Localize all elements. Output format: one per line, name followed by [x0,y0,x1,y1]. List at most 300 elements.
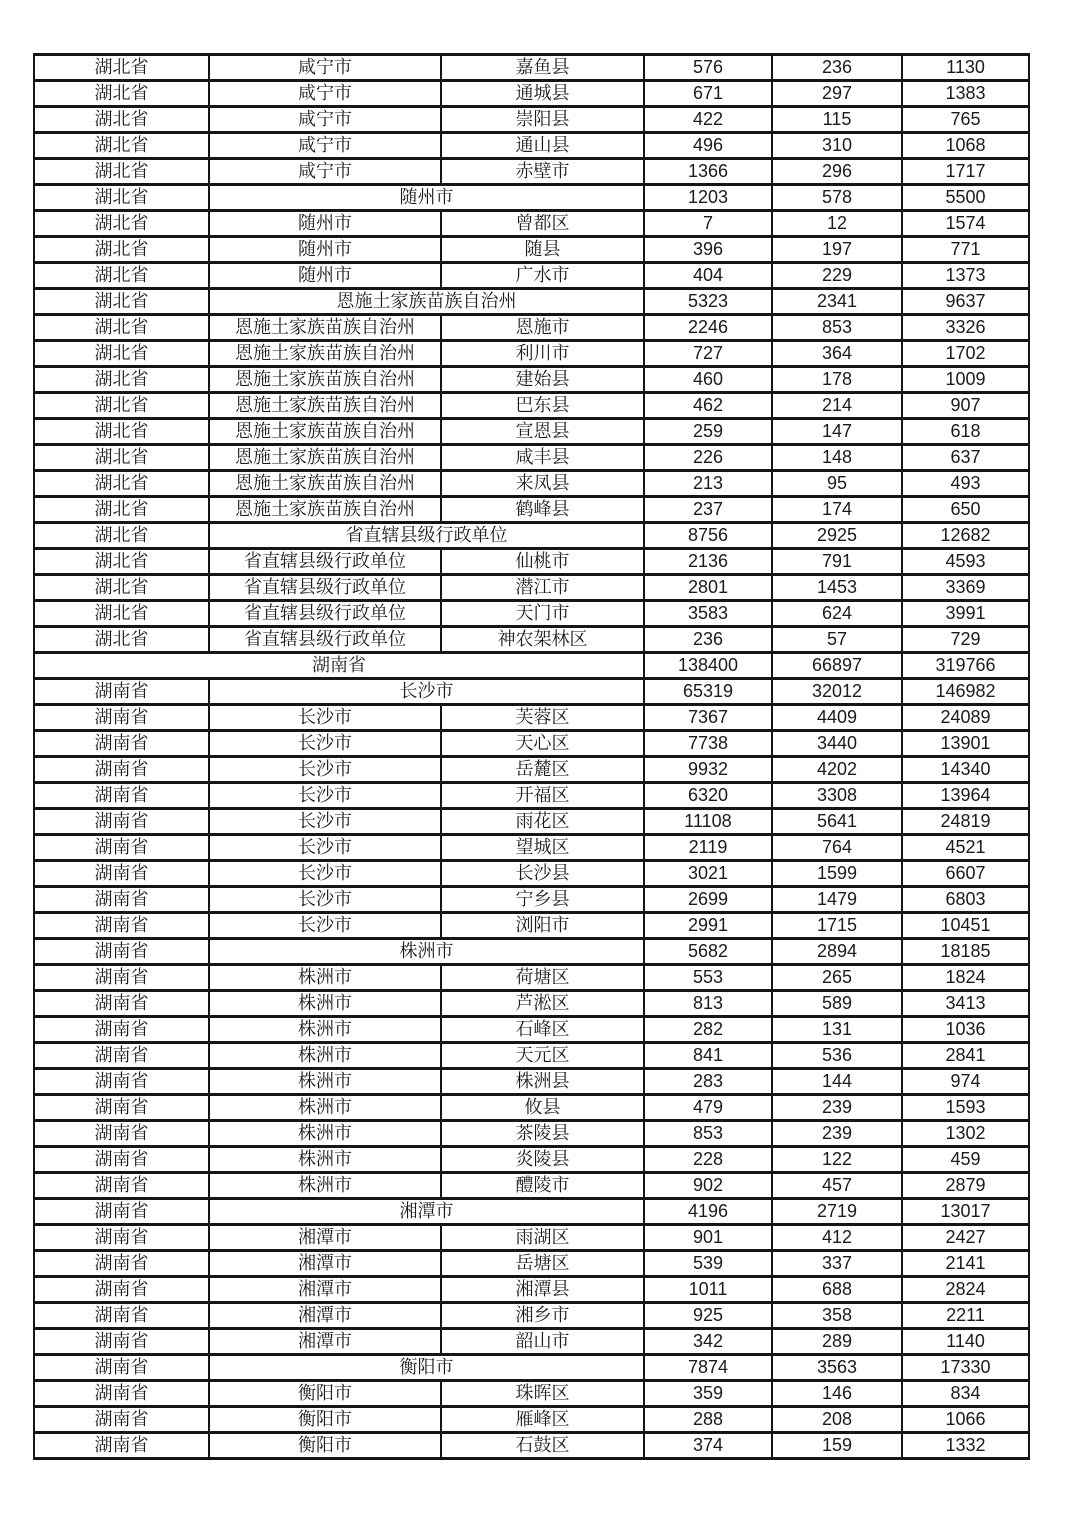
table-row [34,1381,1029,1407]
table-cell-value: 1702 [902,341,1029,367]
table-cell-region: 神农架林区 [441,627,644,653]
table-row [34,263,1029,289]
table-cell-region: 湖北省 [34,341,209,367]
table-cell-value: 197 [772,237,902,263]
table-cell-region: 湘潭市 [209,1277,441,1303]
table-cell-value: 214 [772,393,902,419]
table-cell-value: 4409 [772,705,902,731]
table-row [34,1043,1029,1069]
table-cell-value: 2841 [902,1043,1029,1069]
table-row [34,757,1029,783]
table-cell-region: 长沙市 [209,913,441,939]
table-cell-value: 536 [772,1043,902,1069]
table-cell-value: 6803 [902,887,1029,913]
table-cell-value: 618 [902,419,1029,445]
table-cell-region: 咸宁市 [209,133,441,159]
table-cell-region: 随州市 [209,185,644,211]
table-cell-value: 319766 [902,653,1029,679]
table-cell-region: 湖南省 [34,861,209,887]
table-cell-region: 石峰区 [441,1017,644,1043]
table-cell-region: 随州市 [209,211,441,237]
table-cell-value: 342 [644,1329,772,1355]
table-cell-value: 4593 [902,549,1029,575]
table-cell-value: 18185 [902,939,1029,965]
table-cell-region: 湖南省 [34,1121,209,1147]
table-cell-region: 宁乡县 [441,887,644,913]
table-cell-value: 7874 [644,1355,772,1381]
table-cell-region: 株洲市 [209,1043,441,1069]
table-cell-value: 5682 [644,939,772,965]
table-cell-region: 荷塘区 [441,965,644,991]
table-cell-value: 637 [902,445,1029,471]
table-cell-region: 雨湖区 [441,1225,644,1251]
table-cell-region: 湖南省 [34,1017,209,1043]
table-cell-value: 853 [644,1121,772,1147]
table-cell-region: 攸县 [441,1095,644,1121]
table-cell-region: 湖北省 [34,107,209,133]
table-cell-value: 496 [644,133,772,159]
table-cell-region: 随县 [441,237,644,263]
table-cell-value: 7 [644,211,772,237]
table-row [34,497,1029,523]
table-row [34,1407,1029,1433]
table-cell-value: 1479 [772,887,902,913]
table-cell-value: 12 [772,211,902,237]
table-cell-value: 771 [902,237,1029,263]
table-cell-value: 1036 [902,1017,1029,1043]
table-cell-region: 衡阳市 [209,1355,644,1381]
table-cell-value: 5323 [644,289,772,315]
table-cell-region: 省直辖县级行政单位 [209,523,644,549]
table-cell-value: 404 [644,263,772,289]
table-cell-region: 湖南省 [34,783,209,809]
table-cell-value: 288 [644,1407,772,1433]
table-cell-region: 恩施土家族苗族自治州 [209,419,441,445]
table-cell-region: 湖北省 [34,393,209,419]
table-cell-region: 仙桃市 [441,549,644,575]
table-cell-value: 174 [772,497,902,523]
table-cell-region: 建始县 [441,367,644,393]
table-cell-value: 2824 [902,1277,1029,1303]
table-cell-value: 4196 [644,1199,772,1225]
table-cell-region: 湘乡市 [441,1303,644,1329]
table-cell-value: 115 [772,107,902,133]
table-cell-region: 韶山市 [441,1329,644,1355]
table-cell-value: 1140 [902,1329,1029,1355]
table-cell-value: 1068 [902,133,1029,159]
table-cell-value: 7738 [644,731,772,757]
table-cell-region: 恩施土家族苗族自治州 [209,315,441,341]
table-cell-region: 广水市 [441,263,644,289]
table-cell-region: 恩施土家族苗族自治州 [209,445,441,471]
table-cell-value: 2136 [644,549,772,575]
table-cell-region: 湖北省 [34,263,209,289]
table-cell-value: 462 [644,393,772,419]
table-cell-value: 6320 [644,783,772,809]
table-cell-value: 66897 [772,653,902,679]
table-cell-value: 7367 [644,705,772,731]
table-cell-region: 湖南省 [34,757,209,783]
table-cell-value: 148 [772,445,902,471]
table-cell-region: 湖北省 [34,575,209,601]
table-cell-region: 湖南省 [34,1199,209,1225]
table-cell-value: 237 [644,497,772,523]
table-cell-region: 湖北省 [34,81,209,107]
table-cell-region: 恩施市 [441,315,644,341]
table-cell-region: 巴东县 [441,393,644,419]
table-row [34,211,1029,237]
table-cell-value: 283 [644,1069,772,1095]
table-cell-value: 457 [772,1173,902,1199]
table-cell-region: 湖北省 [34,55,209,81]
table-cell-region: 株洲市 [209,1017,441,1043]
table-cell-value: 236 [644,627,772,653]
table-cell-region: 湖北省 [34,289,209,315]
table-cell-region: 湘潭市 [209,1303,441,1329]
table-cell-region: 湖南省 [34,1407,209,1433]
table-cell-value: 4521 [902,835,1029,861]
table-cell-region: 衡阳市 [209,1381,441,1407]
table-row [34,289,1029,315]
table-cell-value: 229 [772,263,902,289]
table-cell-value: 479 [644,1095,772,1121]
table-cell-value: 3413 [902,991,1029,1017]
table-cell-value: 2894 [772,939,902,965]
table-cell-value: 32012 [772,679,902,705]
table-row [34,1095,1029,1121]
table-row [34,1433,1029,1459]
table-cell-value: 289 [772,1329,902,1355]
table-cell-region: 天门市 [441,601,644,627]
table-cell-value: 3991 [902,601,1029,627]
table-cell-value: 5500 [902,185,1029,211]
table-cell-region: 省直辖县级行政单位 [209,627,441,653]
table-cell-value: 396 [644,237,772,263]
table-row [34,575,1029,601]
admin-divisions-table [33,53,1030,1460]
table-cell-region: 湖南省 [34,1251,209,1277]
table-cell-value: 1717 [902,159,1029,185]
table-cell-region: 咸宁市 [209,159,441,185]
table-cell-region: 芙蓉区 [441,705,644,731]
table-cell-value: 3440 [772,731,902,757]
table-cell-region: 湖南省 [34,1043,209,1069]
table-row [34,445,1029,471]
table-cell-value: 228 [644,1147,772,1173]
table-cell-region: 炎陵县 [441,1147,644,1173]
table-cell-value: 213 [644,471,772,497]
table-cell-value: 1203 [644,185,772,211]
table-cell-value: 3563 [772,1355,902,1381]
table-cell-region: 株洲市 [209,939,644,965]
table-cell-region: 咸宁市 [209,55,441,81]
table-cell-value: 364 [772,341,902,367]
table-cell-value: 729 [902,627,1029,653]
table-cell-region: 长沙市 [209,731,441,757]
table-row [34,653,1029,679]
table-row [34,939,1029,965]
table-cell-value: 2699 [644,887,772,913]
table-row [34,913,1029,939]
table-cell-region: 咸丰县 [441,445,644,471]
table-row [34,887,1029,913]
table-cell-value: 2719 [772,1199,902,1225]
table-cell-region: 宣恩县 [441,419,644,445]
table-cell-region: 恩施土家族苗族自治州 [209,289,644,315]
table-cell-region: 湖北省 [34,445,209,471]
table-cell-value: 138400 [644,653,772,679]
table-cell-value: 8756 [644,523,772,549]
table-cell-region: 湖北省 [34,159,209,185]
table-cell-value: 358 [772,1303,902,1329]
table-cell-region: 衡阳市 [209,1407,441,1433]
table-cell-value: 974 [902,1069,1029,1095]
table-row [34,393,1029,419]
table-cell-value: 337 [772,1251,902,1277]
table-cell-region: 湘潭市 [209,1199,644,1225]
table-cell-region: 湖北省 [34,419,209,445]
table-cell-value: 239 [772,1095,902,1121]
table-cell-value: 624 [772,601,902,627]
table-cell-region: 开福区 [441,783,644,809]
table-cell-region: 湖南省 [34,1329,209,1355]
table-cell-value: 813 [644,991,772,1017]
table-cell-value: 57 [772,627,902,653]
table-cell-region: 湘潭市 [209,1329,441,1355]
table-cell-value: 2341 [772,289,902,315]
table-cell-region: 鹤峰县 [441,497,644,523]
table-cell-region: 湖南省 [34,653,644,679]
table-cell-region: 湖南省 [34,1225,209,1251]
table-row [34,81,1029,107]
table-row [34,1147,1029,1173]
table-cell-region: 株洲市 [209,991,441,1017]
table-cell-region: 湖南省 [34,1069,209,1095]
table-cell-value: 1366 [644,159,772,185]
table-cell-value: 2879 [902,1173,1029,1199]
table-cell-region: 湖南省 [34,939,209,965]
table-cell-value: 259 [644,419,772,445]
table-row [34,1069,1029,1095]
table-cell-value: 296 [772,159,902,185]
table-cell-region: 株洲市 [209,1069,441,1095]
table-cell-value: 2801 [644,575,772,601]
table-cell-value: 589 [772,991,902,1017]
table-cell-value: 146 [772,1381,902,1407]
table-row [34,341,1029,367]
table-cell-region: 省直辖县级行政单位 [209,575,441,601]
table-cell-value: 5641 [772,809,902,835]
table-cell-value: 1715 [772,913,902,939]
table-cell-region: 岳塘区 [441,1251,644,1277]
table-cell-region: 长沙市 [209,757,441,783]
table-cell-region: 恩施土家族苗族自治州 [209,367,441,393]
table-row [34,679,1029,705]
table-row [34,1329,1029,1355]
table-cell-value: 688 [772,1277,902,1303]
table-cell-value: 13964 [902,783,1029,809]
table-cell-value: 310 [772,133,902,159]
table-row [34,419,1029,445]
table-cell-region: 嘉鱼县 [441,55,644,81]
table-cell-value: 17330 [902,1355,1029,1381]
table-row [34,549,1029,575]
table-row [34,861,1029,887]
table-cell-value: 359 [644,1381,772,1407]
table-cell-value: 578 [772,185,902,211]
table-cell-region: 湖南省 [34,1433,209,1459]
table-cell-value: 853 [772,315,902,341]
table-cell-region: 株洲县 [441,1069,644,1095]
table-cell-value: 422 [644,107,772,133]
table-cell-value: 297 [772,81,902,107]
table-cell-value: 1593 [902,1095,1029,1121]
table-cell-value: 2427 [902,1225,1029,1251]
table-cell-region: 省直辖县级行政单位 [209,601,441,627]
table-cell-value: 3583 [644,601,772,627]
table-cell-value: 3308 [772,783,902,809]
table-cell-value: 1302 [902,1121,1029,1147]
table-cell-value: 9932 [644,757,772,783]
table-cell-region: 湖南省 [34,1147,209,1173]
table-cell-value: 265 [772,965,902,991]
table-cell-value: 412 [772,1225,902,1251]
table-row [34,965,1029,991]
table-cell-region: 株洲市 [209,1121,441,1147]
table-cell-value: 95 [772,471,902,497]
table-cell-value: 24089 [902,705,1029,731]
table-cell-value: 10451 [902,913,1029,939]
table-cell-value: 576 [644,55,772,81]
table-cell-region: 湖北省 [34,601,209,627]
table-row [34,1355,1029,1381]
table-cell-region: 湖南省 [34,835,209,861]
table-cell-value: 6607 [902,861,1029,887]
table-cell-value: 374 [644,1433,772,1459]
table-cell-value: 159 [772,1433,902,1459]
table-cell-value: 1332 [902,1433,1029,1459]
table-row [34,1277,1029,1303]
table-row [34,835,1029,861]
table-row [34,1017,1029,1043]
table-cell-value: 146982 [902,679,1029,705]
table-cell-region: 长沙市 [209,887,441,913]
table-cell-region: 湖北省 [34,211,209,237]
table-cell-value: 1383 [902,81,1029,107]
table-row [34,1121,1029,1147]
table-cell-value: 1130 [902,55,1029,81]
table-cell-value: 2246 [644,315,772,341]
table-cell-region: 湖北省 [34,523,209,549]
table-cell-region: 浏阳市 [441,913,644,939]
table-cell-region: 恩施土家族苗族自治州 [209,497,441,523]
table-cell-region: 长沙县 [441,861,644,887]
table-cell-value: 841 [644,1043,772,1069]
table-cell-value: 4202 [772,757,902,783]
table-cell-region: 曾都区 [441,211,644,237]
table-cell-region: 长沙市 [209,861,441,887]
table-row [34,705,1029,731]
table-cell-region: 湘潭县 [441,1277,644,1303]
table-cell-value: 2211 [902,1303,1029,1329]
table-row [34,107,1029,133]
table-cell-region: 醴陵市 [441,1173,644,1199]
table-cell-region: 天心区 [441,731,644,757]
table-cell-value: 2925 [772,523,902,549]
table-row [34,471,1029,497]
table-row [34,55,1029,81]
table-row [34,315,1029,341]
table-cell-region: 湖南省 [34,705,209,731]
table-cell-value: 650 [902,497,1029,523]
table-cell-region: 咸宁市 [209,81,441,107]
table-row [34,1303,1029,1329]
table-row [34,809,1029,835]
table-cell-region: 湖南省 [34,731,209,757]
table-cell-value: 236 [772,55,902,81]
table-cell-region: 赤壁市 [441,159,644,185]
table-cell-region: 湖南省 [34,1173,209,1199]
table-cell-region: 通山县 [441,133,644,159]
table-cell-region: 来凤县 [441,471,644,497]
table-body [34,55,1029,1459]
table-row [34,367,1029,393]
table-cell-region: 株洲市 [209,965,441,991]
table-cell-region: 长沙市 [209,679,644,705]
table-cell-value: 131 [772,1017,902,1043]
table-cell-value: 144 [772,1069,902,1095]
table-row [34,237,1029,263]
table-cell-value: 3369 [902,575,1029,601]
table-cell-value: 791 [772,549,902,575]
table-cell-region: 茶陵县 [441,1121,644,1147]
table-cell-region: 长沙市 [209,809,441,835]
table-cell-region: 恩施土家族苗族自治州 [209,341,441,367]
table-cell-region: 湖南省 [34,1303,209,1329]
table-cell-value: 11108 [644,809,772,835]
table-cell-region: 潜江市 [441,575,644,601]
table-cell-value: 764 [772,835,902,861]
table-cell-region: 雁峰区 [441,1407,644,1433]
table-row [34,1199,1029,1225]
table-cell-value: 925 [644,1303,772,1329]
table-cell-value: 1011 [644,1277,772,1303]
table-cell-region: 湖南省 [34,1277,209,1303]
table-cell-region: 湖南省 [34,679,209,705]
table-cell-region: 湖南省 [34,1355,209,1381]
table-cell-value: 208 [772,1407,902,1433]
table-cell-value: 902 [644,1173,772,1199]
table-cell-region: 咸宁市 [209,107,441,133]
table-cell-region: 崇阳县 [441,107,644,133]
table-cell-value: 539 [644,1251,772,1277]
table-row [34,1251,1029,1277]
table-cell-region: 芦淞区 [441,991,644,1017]
table-cell-region: 天元区 [441,1043,644,1069]
table-cell-region: 湖北省 [34,185,209,211]
table-cell-region: 长沙市 [209,835,441,861]
table-cell-region: 衡阳市 [209,1433,441,1459]
table-cell-value: 226 [644,445,772,471]
table-cell-value: 9637 [902,289,1029,315]
table-cell-region: 湘潭市 [209,1251,441,1277]
table-cell-value: 239 [772,1121,902,1147]
table-row [34,1225,1029,1251]
table-cell-region: 株洲市 [209,1147,441,1173]
table-row [34,627,1029,653]
table-cell-value: 901 [644,1225,772,1251]
table-cell-value: 459 [902,1147,1029,1173]
